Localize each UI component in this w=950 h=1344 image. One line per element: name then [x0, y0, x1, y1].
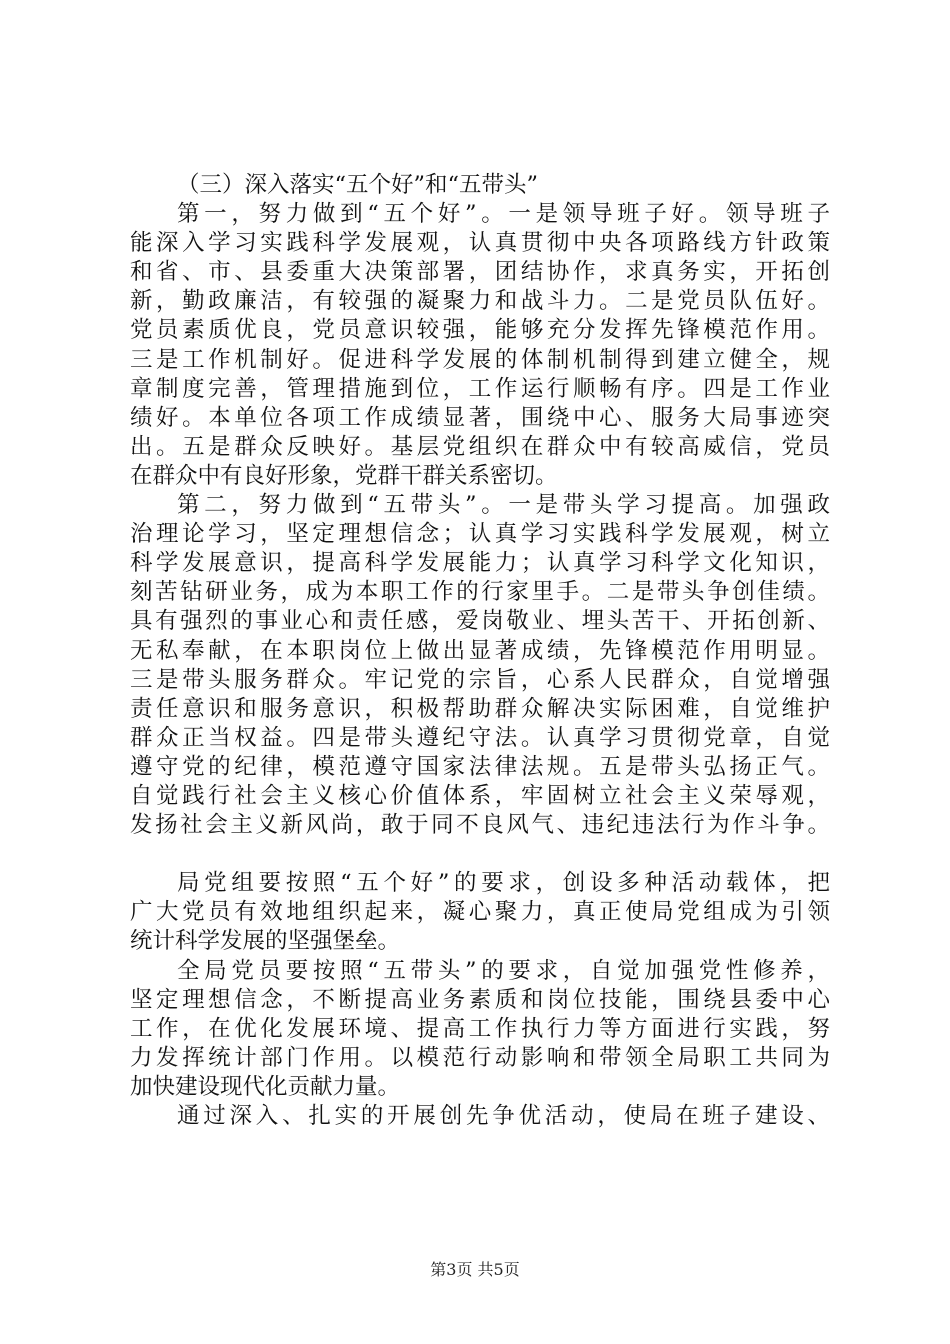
page-number-footer: 第3页 共5页 [430, 1260, 520, 1279]
paragraph-line: 第二，努力做到“五带头”。一是带头学习提高。加强政 [177, 492, 830, 519]
paragraph-line: 出。五是群众反映好。基层党组织在群众中有较高威信，党员 [130, 433, 830, 460]
section-heading: （三）深入落实“五个好”和“五带头” [177, 172, 539, 198]
paragraph-line: 广大党员有效地组织起来，凝心聚力，真正使局党组成为引领 [130, 899, 830, 926]
paragraph-line: 和省、市、县委重大决策部署，团结协作，求真务实，开拓创 [130, 259, 830, 286]
paragraph-line: 自觉践行社会主义核心价值体系，牢固树立社会主义荣辱观， [130, 782, 830, 809]
paragraph-line: 在群众中有良好形象，党群干群关系密切。 [130, 462, 558, 489]
paragraph-line: 责任意识和服务意识，积极帮助群众解决实际困难，自觉维护 [130, 695, 830, 722]
paragraph-line: 科学发展意识，提高科学发展能力；认真学习科学文化知识， [130, 550, 830, 577]
paragraph-line: 第一，努力做到“五个好”。一是领导班子好。领导班子 [177, 201, 830, 228]
paragraph-line: 新，勤政廉洁，有较强的凝聚力和战斗力。二是党员队伍好。 [130, 288, 830, 315]
paragraph-line: 发扬社会主义新风尚，敢于同不良风气、违纪违法行为作斗争。 [130, 812, 830, 839]
paragraph-line: 坚定理想信念，不断提高业务素质和岗位技能，围绕县委中心 [130, 986, 830, 1013]
paragraph-line: 无私奉献，在本职岗位上做出显著成绩，先锋模范作用明显。 [130, 637, 830, 664]
paragraph-line: 统计科学发展的坚强堡垒。 [130, 928, 401, 955]
paragraph-line: 力发挥统计部门作用。以模范行动影响和带领全局职工共同为 [130, 1044, 830, 1071]
paragraph-line: 三是工作机制好。促进科学发展的体制机制得到建立健全，规 [130, 346, 830, 373]
paragraph-line: 三是带头服务群众。牢记党的宗旨，心系人民群众，自觉增强 [130, 666, 830, 693]
paragraph-line: 遵守党的纪律，模范遵守国家法律法规。五是带头弘扬正气。 [130, 753, 830, 780]
paragraph-line: 刻苦钻研业务，成为本职工作的行家里手。二是带头争创佳绩。 [130, 579, 830, 606]
paragraph-line: 局党组要按照“五个好”的要求，创设多种活动载体，把 [177, 870, 830, 897]
paragraph-line: 绩好。本单位各项工作成绩显著，围绕中心、服务大局事迹突 [130, 404, 830, 431]
document-body [130, 171, 830, 1131]
paragraph-line: 加快建设现代化贡献力量。 [130, 1073, 401, 1100]
paragraph-line: 工作，在优化发展环境、提高工作执行力等方面进行实践，努 [130, 1015, 830, 1042]
paragraph-line: 能深入学习实践科学发展观，认真贯彻中央各项路线方针政策 [130, 230, 830, 257]
paragraph-gap [130, 840, 830, 869]
paragraph-line: 治理论学习，坚定理想信念；认真学习实践科学发展观，树立 [130, 521, 830, 548]
paragraph-line: 党员素质优良，党员意识较强，能够充分发挥先锋模范作用。 [130, 317, 830, 344]
paragraph-line: 章制度完善，管理措施到位，工作运行顺畅有序。四是工作业 [130, 375, 830, 402]
paragraph-line: 通过深入、扎实的开展创先争优活动，使局在班子建设、 [177, 1103, 830, 1129]
paragraph-line: 群众正当权益。四是带头遵纪守法。认真学习贯彻党章，自觉 [130, 724, 830, 751]
paragraph-line: 具有强烈的事业心和责任感，爱岗敬业、埋头苦干、开拓创新、 [130, 608, 830, 635]
paragraph-line: 全局党员要按照“五带头”的要求，自觉加强党性修养， [177, 957, 830, 984]
